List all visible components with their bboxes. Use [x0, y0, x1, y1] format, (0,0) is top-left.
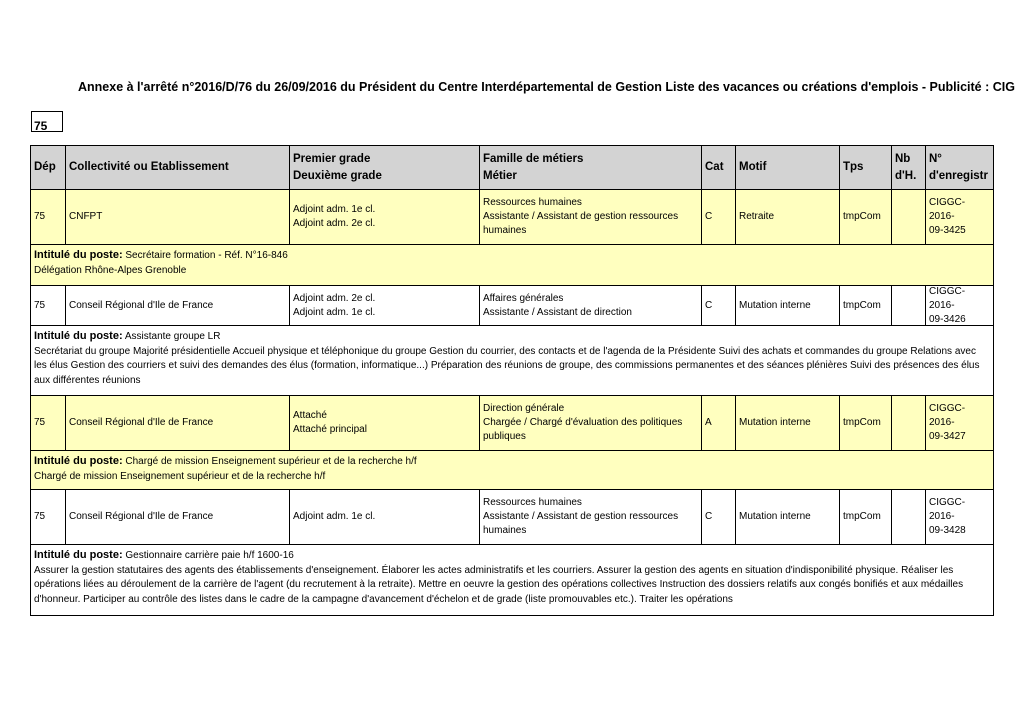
cell-motif: Mutation interne [736, 490, 840, 544]
header-famille-metier: Famille de métiers Métier [480, 146, 702, 189]
post-title: Assistante groupe LR [124, 331, 221, 342]
cell-tps: tmpCom [840, 190, 892, 244]
cell-famille-metier: Ressources humaines Assistante / Assistant de gestion ressources humaines [480, 190, 702, 244]
table-row [31, 190, 993, 245]
header-collectivite: Collectivité ou Etablissement [66, 146, 290, 189]
post-label: Intitulé du poste: [34, 455, 123, 467]
cell-cat: C [702, 286, 736, 325]
header-tps: Tps [840, 146, 892, 189]
post-title: Chargé de mission Enseignement supérieur et de la recherche h/f [125, 456, 417, 467]
post-label: Intitulé du poste: [34, 330, 123, 342]
header-dep: Dép [31, 146, 66, 189]
cell-famille-metier: Ressources humaines Assistante / Assistant de gestion ressources humaines [480, 490, 702, 544]
post-description-row [31, 326, 993, 396]
header-motif: Motif [736, 146, 840, 189]
post-label: Intitulé du poste: [34, 549, 123, 561]
cell-dep: 75 [31, 396, 66, 450]
cell-collectivite: Conseil Régional d'Ile de France [66, 396, 290, 450]
cell-tps: tmpCom [840, 396, 892, 450]
cell-dep: 75 [31, 286, 66, 325]
department-code: 75 [31, 111, 63, 132]
cell-num: CIGGC-2016- 09-3427 [929, 403, 966, 442]
cell-collectivite: Conseil Régional d'Ile de France [66, 286, 290, 325]
post-details: Assurer la gestion statutaires des agents des établissements d'enseignement. Élaborer les actes administratifs et les courriers. Assurer la gestion des agents en situation d'indisponibilité physique. Réaliser les opérations liées au déroulement de la carrière de l'agent (du recrutement à la retraite). Mettre en oeuvre la gestion des opérations collectives Instruction des dossiers relatifs aux congés bonifiés et aux médailles d'honneur. Participer au contrôle des listes dans le cadre de la campagne d'avancement d'échelon et de grade (liste promouvables etc.). Traiter les opérations [34, 564, 964, 605]
post-details: Chargé de mission Enseignement supérieur et de la recherche h/f [34, 470, 326, 482]
vacancies-table [30, 145, 994, 616]
post-title: Gestionnaire carrière paie h/f 1600-16 [125, 550, 294, 561]
cell-motif: Mutation interne [736, 396, 840, 450]
cell-motif: Mutation interne [736, 286, 840, 325]
cell-collectivite: Conseil Régional d'Ile de France [66, 490, 290, 544]
header-nb: Nb d'H. [892, 146, 926, 189]
cell-cat: C [702, 190, 736, 244]
post-description [31, 245, 291, 285]
cell-nb [892, 396, 926, 450]
header-cat: Cat [702, 146, 736, 189]
cell-grades: Adjoint adm. 1e cl. [290, 490, 480, 544]
cell-dep: 75 [31, 490, 66, 544]
cell-tps: tmpCom [840, 286, 892, 325]
table-row [31, 286, 993, 326]
table-row [31, 396, 993, 451]
cell-dep: 75 [31, 190, 66, 244]
cell-num: CIGGC-2016- 09-3425 [929, 197, 966, 236]
cell-collectivite: CNFPT [66, 190, 290, 244]
post-label: Intitulé du poste: [34, 249, 123, 261]
header-grades: Premier grade Deuxième grade [290, 146, 480, 189]
cell-grades: Adjoint adm. 2e cl. Adjoint adm. 1e cl. [290, 286, 480, 325]
cell-tps: tmpCom [840, 490, 892, 544]
post-description-row [31, 545, 993, 615]
post-details: Délégation Rhône-Alpes Grenoble [34, 264, 187, 276]
cell-motif: Retraite [736, 190, 840, 244]
post-description [31, 451, 420, 489]
cell-cat: A [702, 396, 736, 450]
post-description-row [31, 451, 993, 490]
cell-nb [892, 286, 926, 325]
header-num: N° d'enregistr [929, 152, 988, 182]
post-description [31, 545, 993, 615]
cell-nb [892, 490, 926, 544]
post-details: Secrétariat du groupe Majorité présidentielle Accueil physique et téléphonique du groupe Gestion du courrier, des contacts et de l'agenda de la Présidente Suivi des achats et commandes du groupe Relations avec les élus Gestion des courriers et suivi des demandes des élus (formation, informatique...) Préparation des réunions de groupe, des commissions permanentes et des séances plénières Suivi des présences des élus aux différentes réunions [34, 345, 980, 386]
cell-famille-metier: Affaires générales Assistante / Assistant de direction [480, 286, 702, 325]
post-description [31, 326, 993, 395]
cell-nb [892, 190, 926, 244]
cell-cat: C [702, 490, 736, 544]
cell-grades: Adjoint adm. 1e cl. Adjoint adm. 2e cl. [290, 190, 480, 244]
post-title: Secrétaire formation - Réf. N°16-846 [125, 250, 288, 261]
cell-num: CIGGC-2016- 09-3426 [929, 285, 966, 325]
table-header [31, 146, 993, 190]
post-description-row [31, 245, 993, 286]
table-row [31, 490, 993, 545]
document-title: Annexe à l'arrêté n°2016/D/76 du 26/09/2016 du Président du Centre Interdépartemental de Gestion Liste des vacances ou créations d'emplois - Publicité : CIG [78, 80, 1015, 94]
cell-num: CIGGC-2016- 09-3428 [929, 497, 966, 536]
cell-famille-metier: Direction générale Chargée / Chargé d'évaluation des politiques publiques [480, 396, 702, 450]
cell-grades: Attaché Attaché principal [290, 396, 480, 450]
